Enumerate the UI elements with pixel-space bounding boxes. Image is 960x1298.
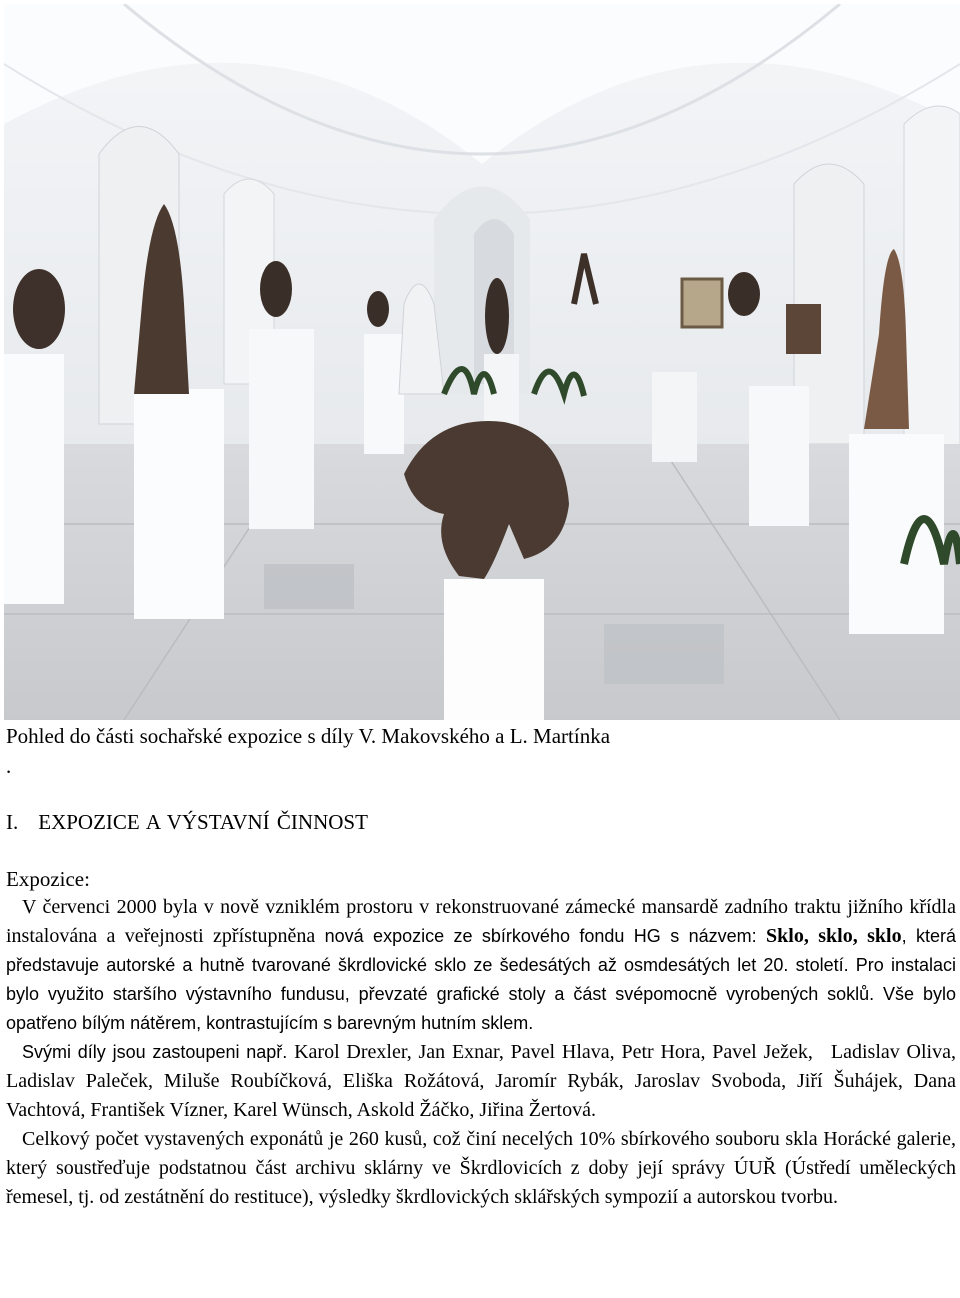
p1-sentence-5: Vše bylo opatřeno bílým nátěrem, kontrastujícím s barevným hutním sklem. xyxy=(6,984,956,1033)
section-number: I. xyxy=(6,810,19,834)
paragraph-2 xyxy=(6,1038,956,1125)
subheading: Expozice: xyxy=(6,867,90,891)
paragraph-3: Celkový počet vystavených exponátů je 260 kusů, což činí necelých 10% sbírkového souboru skla Horácké galerie, který soustřeďuje podstatnou část archivu sklárny ve Škrdlovicích z doby její správy ÚUŘ (Ústředí uměleckých řemesel, tj. od zestátnění do restituce), výsledky škrdlovických sklářských sympozií a autorskou tvorbu. xyxy=(6,1128,956,1208)
caption-dot: . xyxy=(6,754,12,778)
gallery-photo xyxy=(4,4,960,720)
paragraph-1 xyxy=(6,893,956,1038)
section-heading xyxy=(6,808,368,836)
photo-caption: Pohled do části sochařské expozice s díly V. Makovského a L. Martínka xyxy=(6,724,611,748)
p1-sentence-3: , která představuje autorské a hutně tvarované škrdlovické sklo ze šedesátých až osmdesátých let 20. století. xyxy=(6,926,956,975)
section-title: EXPOZICE A VÝSTAVNÍ ČINNOST xyxy=(38,810,368,834)
p2-sentence-1: Svými díly jsou zastoupeni např. xyxy=(22,1042,288,1062)
exhibition-title: Sklo, sklo, sklo xyxy=(766,925,902,947)
p2-sentence-3: Ladislav Oliva, Ladislav Paleček, Miluše Roubíčková, Eliška Rožátová, Jaromír Rybák, Jaroslav Svoboda, Jiří Šuhájek, Dana Vachtová, František Vízner, Karel Wünsch, Askold Žáčko, Jiřina Žertová. xyxy=(6,1041,956,1121)
body-text xyxy=(6,893,956,1212)
p1-sentence-1: V červenci 2000 byla v nově vzniklém prostoru v rekonstruované zámecké mansardě zadního traktu jižního křídla instalována a veřejnosti zpřístupněna xyxy=(6,896,956,947)
p1-sentence-4: Pro instalaci bylo využito staršího výstavního fundusu, převzaté grafické stoly a část svépomocně vyrobených soklů. xyxy=(6,955,957,1004)
p1-sentence-2: nová expozice ze sbírkového fondu HG s názvem: xyxy=(324,926,767,946)
p2-sentence-2: Karol Drexler, Jan Exnar, Pavel Hlava, Petr Hora, Pavel Ježek, xyxy=(287,1041,813,1063)
